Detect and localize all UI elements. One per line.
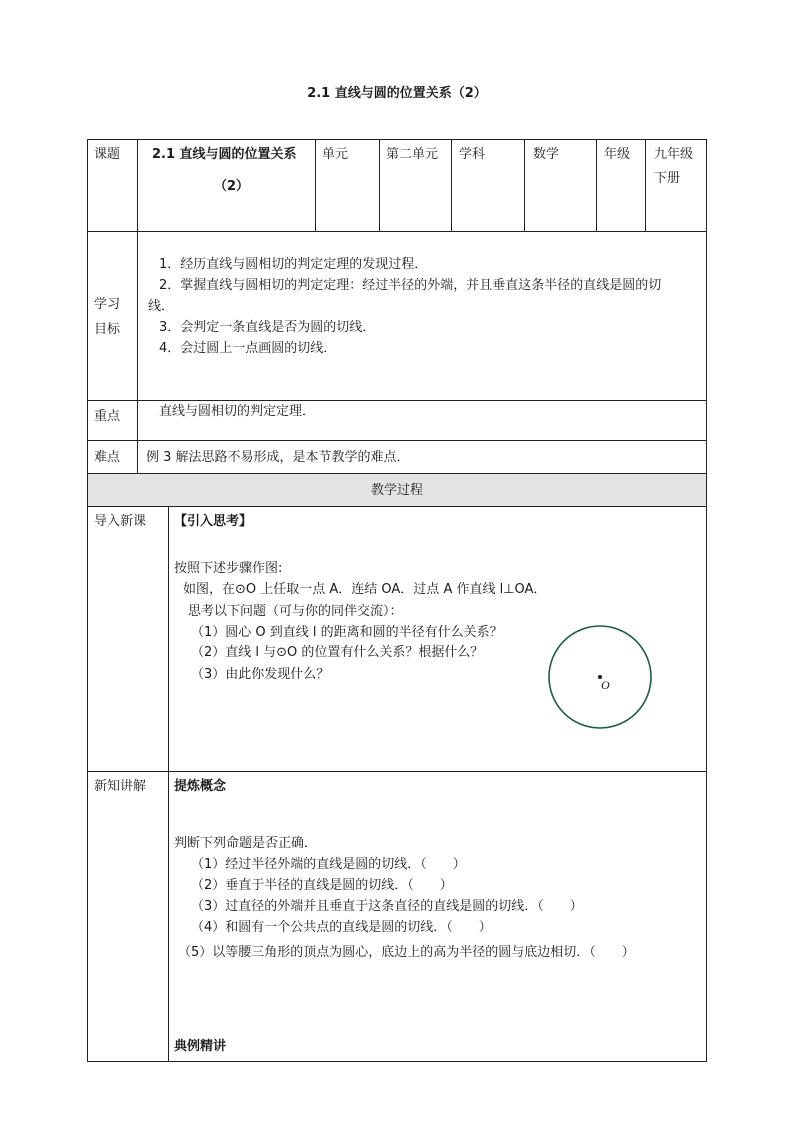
new-knowledge-content-cell [168,771,707,1062]
key-point-label-cell [87,400,138,441]
keti-value-cell [137,139,316,232]
nianji-label-cell [596,139,646,232]
danyuan-value: 第二单元 [386,147,439,162]
goal-item: 线． [148,299,175,314]
goals-label-line2: 目标 [94,322,121,337]
new-knowledge-label: 新知讲解 [94,779,147,794]
goal-item: 4．会过圆上一点画圆的切线． [159,341,337,356]
judgement-item: （1）经过半径外端的直线是圆的切线．（ ） [191,857,466,872]
danyuan-value-cell [379,139,452,232]
keti-label-cell [87,139,138,232]
goals-label-cell [87,231,138,401]
intro-label-cell [87,506,169,772]
danyuan-label: 单元 [322,147,349,162]
key-point-label: 重点 [94,409,121,424]
intro-label: 导入新课 [94,514,147,529]
circle-figure [545,622,655,732]
key-point-text: 直线与圆相切的判定定理． [159,404,316,419]
new-knowledge-heading: 提炼概念 [174,779,227,794]
xueke-label-cell [451,139,525,232]
goal-item: 2．掌握直线与圆相切的判定定理：经过半径的外端，并且垂直这条半径的直线是圆的切 [159,278,662,293]
intro-line: （2）直线 l 与⊙O 的位置有什么关系？根据什么？ [191,645,484,660]
intro-heading: 【引入思考】 [174,514,253,529]
judgement-item: （4）和圆有一个公共点的直线是圆的切线．（ ） [191,920,492,935]
xueke-value: 数学 [533,147,560,162]
judgement-prompt: 判断下列命题是否正确． [174,836,318,851]
page-title: 2.1 直线与圆的位置关系（2） [307,86,487,101]
intro-content-cell [168,506,707,772]
judgement-item: （5）以等腰三角形的顶点为圆心，底边上的高为半径的圆与底边相切．（ ） [178,945,635,960]
keti-value-line2: （2） [214,179,250,194]
key-point-content-cell [137,400,707,441]
intro-line: 按照下述步骤作图: [174,561,283,576]
goals-content-cell [137,231,707,401]
nianji-label: 年级 [604,147,631,162]
judgement-item: （2）垂直于半径的直线是圆的切线．（ ） [191,878,453,893]
intro-line: 思考以下问题（可与你的同伴交流）： [188,604,403,619]
intro-line: （3）由此你发现什么？ [191,667,330,682]
intro-line: （1）圆心 O 到直线 l 的距离和圆的半径有什么关系？ [191,625,503,640]
difficulty-label-cell [87,440,138,474]
process-header [87,473,707,507]
nianji-value-cell [645,139,707,232]
difficulty-text: 例 3 解法思路不易形成，是本节教学的难点． [146,450,410,465]
center-label: O [601,678,610,692]
nianji-value-line1: 九年级 [654,147,694,162]
keti-value-line1: 2.1 直线与圆的位置关系 [152,147,297,162]
process-header-text: 教学过程 [370,483,423,498]
nianji-value-line2: 下册 [654,171,681,186]
xueke-value-cell [524,139,597,232]
goal-item: 3．会判定一条直线是否为圆的切线． [159,320,376,335]
judgement-item: （3）过直径的外端并且垂直于这条直径的直线是圆的切线．（ ） [191,899,583,914]
xueke-label: 学科 [459,147,486,162]
goals-label-line1: 学习 [94,297,121,312]
example-heading: 典例精讲 [174,1039,227,1054]
goal-item: 1．经历直线与圆相切的判定定理的发现过程． [159,257,428,272]
danyuan-label-cell [315,139,380,232]
intro-line: 如图，在⊙O 上任取一点 A．连结 OA．过点 A 作直线 l⊥OA． [183,582,547,597]
keti-label: 课题 [94,147,121,162]
difficulty-label: 难点 [94,450,121,465]
difficulty-content-cell [137,440,707,474]
new-knowledge-label-cell [87,771,169,1062]
